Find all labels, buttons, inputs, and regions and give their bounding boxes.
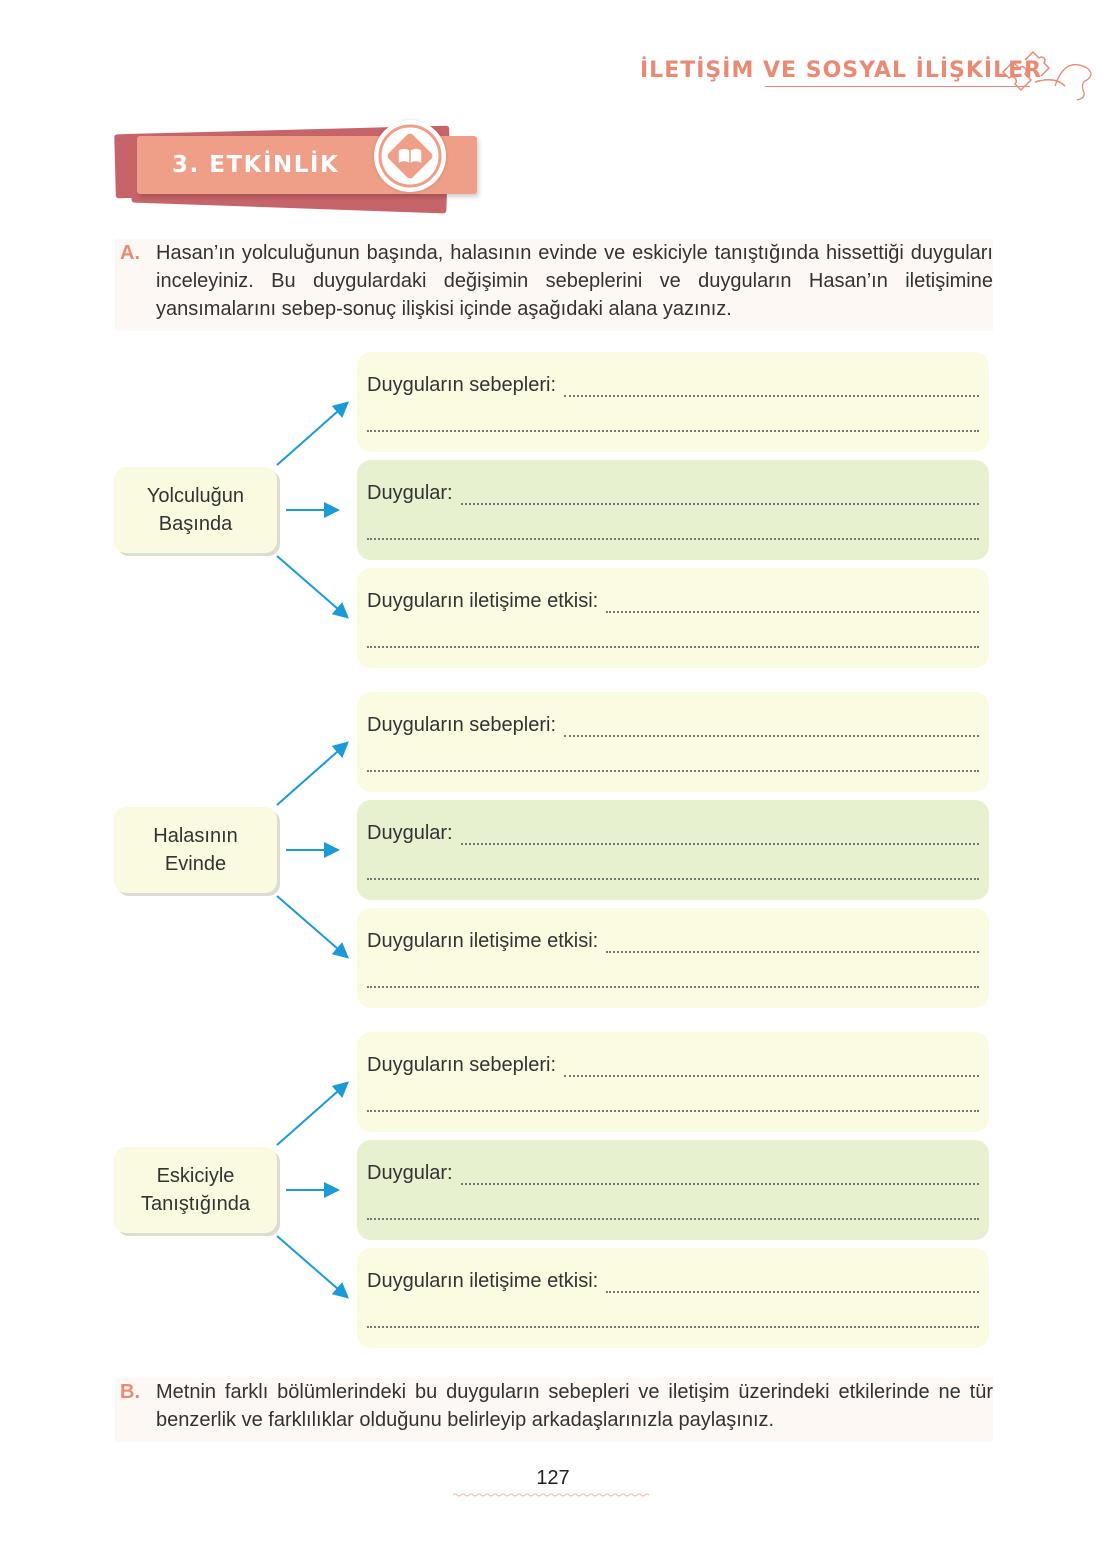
answer-box-causes[interactable] — [357, 692, 989, 792]
answer-line[interactable] — [367, 516, 979, 540]
instruction-b — [115, 1378, 993, 1442]
source-box — [114, 807, 277, 893]
answer-line[interactable] — [367, 408, 979, 432]
group-meeting-peddler — [0, 1032, 1106, 1352]
group-aunts-home — [0, 692, 1106, 1012]
answer-label: Duygular: — [367, 482, 453, 504]
instruction-a-text: Hasan’ın yolculuğunun başında, halasının evinde ve eskiciyle tanıştığında hissettiği duyguları inceleyiniz. Bu duygulardaki değişimin sebeplerini ve duyguların Hasan’ın iletişimine yansımalarını sebep-sonuç ilişkisi içinde aşağıdaki alana yazınız. — [156, 242, 993, 320]
answer-label: Duyguların sebepleri: — [367, 714, 556, 736]
source-line-2: Tanıştığında — [141, 1193, 250, 1215]
chapter-title-underline — [765, 86, 1030, 87]
source-line-1: Yolculuğun — [146, 485, 245, 507]
answer-line[interactable] — [564, 375, 979, 397]
answer-label: Duygular: — [367, 822, 453, 844]
answer-label: Duygular: — [367, 1162, 453, 1184]
answer-label: Duyguların iletişime etkisi: — [367, 590, 599, 612]
book-icon — [374, 120, 446, 192]
instruction-b-text: Metnin farklı bölümlerindeki bu duyguların sebepleri ve iletişim üzerindeki etkilerinde ne tür benzerlik ve farklılıklar olduğunu belirleyip arkadaşlarınızla paylaşınız. — [156, 1381, 993, 1431]
answer-line[interactable] — [461, 823, 979, 845]
answer-label: Duyguların iletişime etkisi: — [367, 930, 599, 952]
source-box — [114, 1147, 277, 1233]
answer-line[interactable] — [367, 748, 979, 772]
answer-line[interactable] — [606, 931, 979, 953]
answer-line[interactable] — [461, 1163, 979, 1185]
answer-line[interactable] — [367, 1304, 979, 1328]
answer-line[interactable] — [606, 591, 979, 613]
answer-line[interactable] — [606, 1271, 979, 1293]
source-line-1: Halasının — [153, 825, 238, 847]
answer-line[interactable] — [367, 856, 979, 880]
arrow-connectors — [270, 352, 360, 672]
page-number: 127 — [536, 1467, 570, 1489]
answer-line[interactable] — [564, 1055, 979, 1077]
answer-label: Duyguların sebepleri: — [367, 1054, 556, 1076]
page-number-ornament — [453, 1493, 653, 1497]
answer-line[interactable] — [367, 964, 979, 988]
arrow-connectors — [270, 1032, 360, 1352]
answer-line[interactable] — [461, 483, 979, 505]
arrow-connectors — [270, 692, 360, 1012]
group-journey-start — [0, 352, 1106, 672]
answer-box-causes[interactable] — [357, 1032, 989, 1132]
puzzle-icon — [995, 44, 1100, 104]
answer-line[interactable] — [367, 1196, 979, 1220]
answer-box-feelings[interactable] — [357, 460, 989, 560]
answer-box-feelings[interactable] — [357, 800, 989, 900]
activity-banner — [112, 118, 482, 218]
answer-box-effect[interactable] — [357, 568, 989, 668]
answer-box-feelings[interactable] — [357, 1140, 989, 1240]
answer-line[interactable] — [564, 715, 979, 737]
instruction-a — [115, 239, 993, 331]
answer-label: Duyguların sebepleri: — [367, 374, 556, 396]
activity-label: 3. ETKİNLİK — [172, 152, 340, 178]
instruction-b-letter: B. — [120, 1381, 140, 1403]
source-box — [114, 467, 277, 553]
source-line-1: Eskiciyle — [156, 1165, 235, 1187]
chapter-title: İLETİŞİM VE SOSYAL İLİŞKİLER — [640, 58, 1043, 83]
source-line-2: Başında — [158, 513, 233, 535]
answer-line[interactable] — [367, 1088, 979, 1112]
answer-box-causes[interactable] — [357, 352, 989, 452]
answer-box-effect[interactable] — [357, 1248, 989, 1348]
answer-line[interactable] — [367, 624, 979, 648]
answer-label: Duyguların iletişime etkisi: — [367, 1270, 599, 1292]
source-line-2: Evinde — [164, 853, 227, 875]
answer-box-effect[interactable] — [357, 908, 989, 1008]
instruction-a-letter: A. — [120, 242, 140, 264]
